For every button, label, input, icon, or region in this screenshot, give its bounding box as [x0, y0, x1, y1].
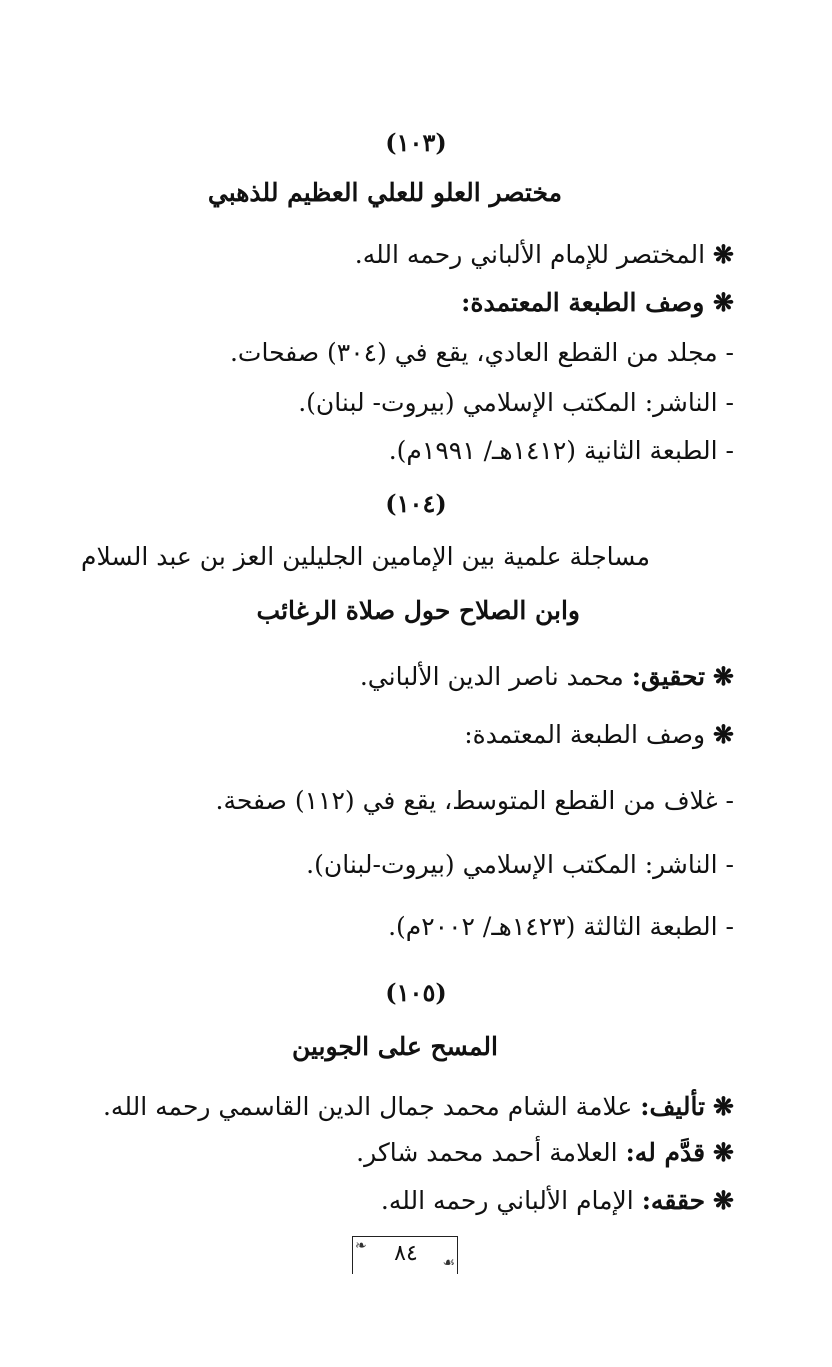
corner-ornament-icon: ❧ — [355, 1238, 367, 1254]
bullet-icon: ❋ — [713, 662, 734, 691]
meta-line — [381, 1184, 734, 1218]
detail-line: - الناشر: المكتب الإسلامي (بيروت- لبنان). — [298, 388, 734, 417]
bullet-icon: ❋ — [713, 1092, 734, 1121]
entry-number: (١٠٥) — [385, 978, 447, 1007]
detail-line: - مجلد من القطع العادي، يقع في (٣٠٤) صفحات. — [229, 338, 734, 367]
meta-text: وصف الطبعة المعتمدة: — [464, 720, 706, 749]
meta-text: المختصر للإمام الألباني رحمه الله. — [354, 240, 706, 269]
page-number: ٨٤ — [394, 1241, 418, 1266]
detail-line: - الناشر: المكتب الإسلامي (بيروت-لبنان). — [306, 850, 734, 879]
entry-number: (١٠٤) — [385, 489, 447, 518]
bullet-icon: ❋ — [713, 288, 734, 317]
entry-title-line: وابن الصلاح حول صلاة الرغائب — [256, 596, 580, 625]
entry-title-line: مساجلة علمية بين الإمامين الجليلين العز بن عبد السلام — [81, 542, 650, 571]
detail-line: - الطبعة الثانية (١٤١٢هـ/ ١٩٩١م). — [388, 436, 734, 465]
entry-title: المسح على الجوبين — [291, 1032, 498, 1061]
detail-line: - الطبعة الثالثة (١٤٢٣هـ/ ٢٠٠٢م). — [388, 912, 734, 941]
bullet-icon: ❋ — [713, 1186, 734, 1215]
meta-text: علامة الشام محمد جمال الدين القاسمي رحمه الله. — [102, 1092, 641, 1121]
meta-label: قدَّم له: — [625, 1138, 706, 1167]
bullet-icon: ❋ — [713, 240, 734, 269]
meta-line — [103, 1090, 734, 1124]
meta-line — [355, 238, 734, 272]
entry-title: مختصر العلو للعلي العظيم للذهبي — [207, 178, 562, 207]
meta-label: تأليف: — [640, 1092, 706, 1121]
corner-ornament-icon: ☙ — [442, 1255, 455, 1271]
detail-line: - غلاف من القطع المتوسط، يقع في (١١٢) صفحة. — [215, 786, 734, 815]
meta-text: محمد ناصر الدين الألباني. — [359, 662, 632, 691]
meta-text: الإمام الألباني رحمه الله. — [380, 1186, 642, 1215]
meta-label: تحقيق: — [631, 662, 706, 691]
meta-line — [464, 718, 734, 752]
meta-text: العلامة أحمد محمد شاكر. — [356, 1138, 626, 1167]
page-number-frame — [352, 1236, 458, 1274]
meta-line — [461, 286, 734, 320]
meta-text: وصف الطبعة المعتمدة: — [461, 288, 705, 317]
meta-line — [356, 1136, 734, 1170]
entry-number: (١٠٣) — [385, 128, 447, 157]
meta-line — [360, 660, 734, 694]
meta-label: حققه: — [641, 1186, 706, 1215]
bullet-icon: ❋ — [713, 1138, 734, 1167]
bullet-icon: ❋ — [713, 720, 734, 749]
